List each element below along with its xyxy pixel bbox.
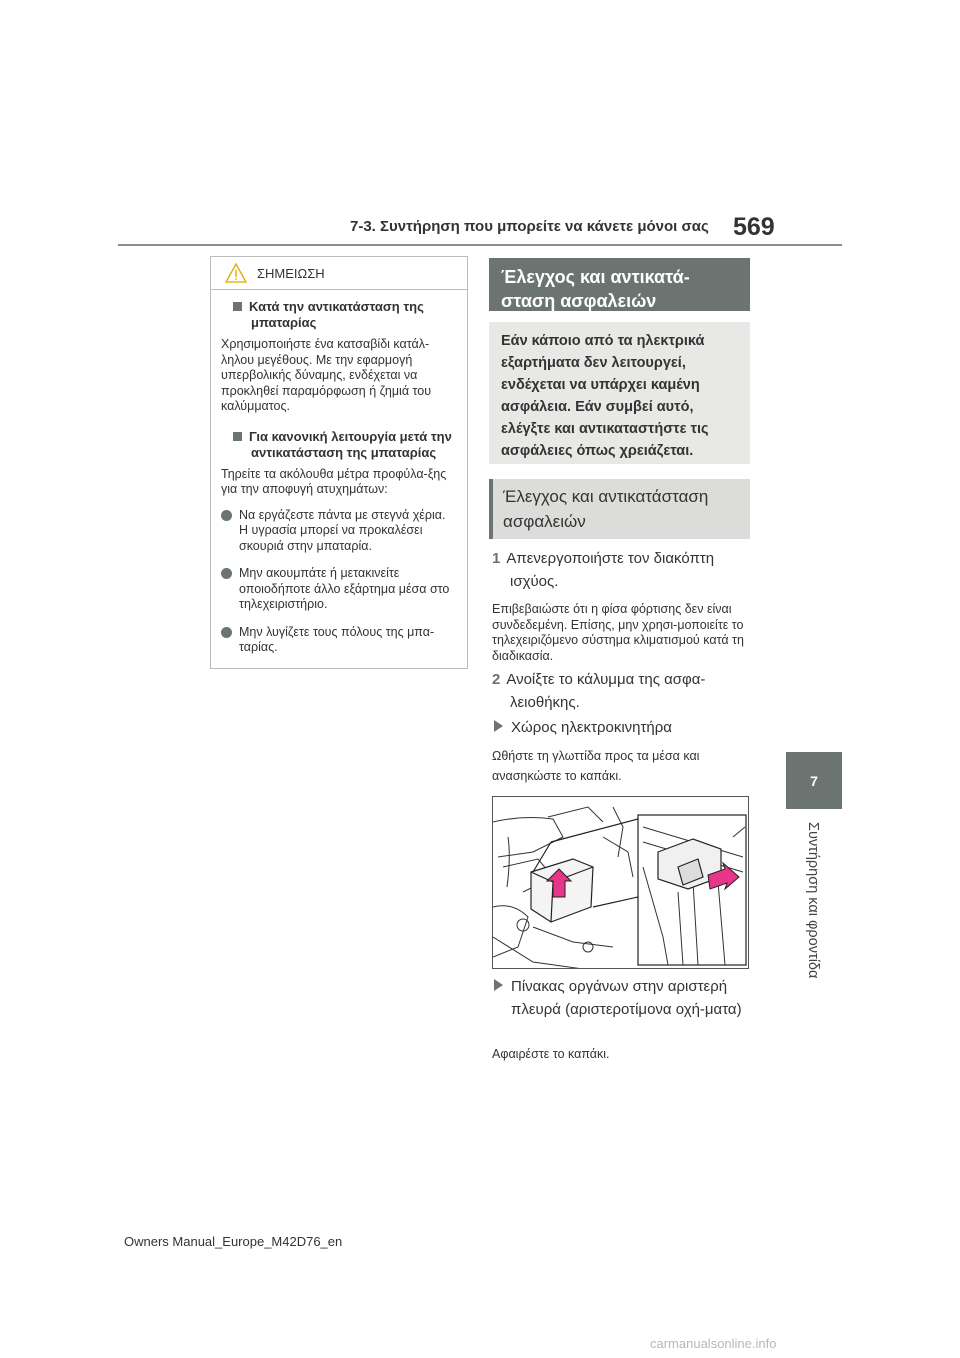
location-2-text: Αφαιρέστε το καπάκι. xyxy=(492,1047,610,1061)
note-section2-text: Τηρείτε τα ακόλουθα μέτρα προφύλα-ξης για την αποφυγή ατυχημάτων: xyxy=(221,466,447,496)
square-bullet-icon xyxy=(233,432,242,441)
bullet-dot-icon xyxy=(221,568,232,579)
triangle-marker-icon xyxy=(494,720,503,732)
note-bullet: Να εργάζεστε πάντα με στεγνά χέρια. Η υγρασία μπορεί να προκαλέσει σκουριά στην μπαταρία. xyxy=(221,508,457,555)
note-box xyxy=(210,256,468,669)
location-1-text: Ωθήστε τη γλωττίδα προς τα μέσα και ανασηκώστε το καπάκι. xyxy=(492,749,700,783)
warning-icon xyxy=(225,263,247,283)
note-bullet: Μην ακουμπάτε ή μετακινείτε οποιοδήποτε άλλο εξάρτημα μέσα στο τηλεχειριστήριο. xyxy=(221,566,457,613)
engine-compartment-drawing xyxy=(493,797,749,969)
note-bullet: Μην λυγίζετε τους πόλους της μπα-ταρίας. xyxy=(221,625,457,656)
section-title: 7-3. Συντήρηση που μπορείτε να κάνετε μόνοι σας xyxy=(350,218,709,235)
step-1: 1 Απενεργοποιήστε τον διακόπτη ισχύος. xyxy=(492,550,715,590)
watermark: carmanualsonline.info xyxy=(650,1336,777,1351)
section-banner: Έλεγχος και αντικατά-σταση ασφαλειών xyxy=(489,258,750,311)
page-number: 569 xyxy=(733,213,775,241)
note-section1-text: Χρησιμοποιήστε ένα κατσαβίδι κατάλ-ληλου μεγέθους. Με την εφαρμογή υπερβολικής δύναμης, ενδέχεται να προκληθεί παραμόρφωση ή ζημιά του καλύμματος. xyxy=(221,337,432,413)
bullet-dot-icon xyxy=(221,510,232,521)
footer-text: Owners Manual_Europe_M42D76_en xyxy=(124,1234,343,1249)
location-1-title: Χώρος ηλεκτροκινητήρα xyxy=(494,716,752,739)
header-divider xyxy=(118,244,842,246)
square-bullet-icon xyxy=(233,302,242,311)
chapter-tab: 7 xyxy=(786,752,842,809)
triangle-marker-icon xyxy=(494,979,503,991)
bullet-dot-icon xyxy=(221,627,232,638)
fuse-box-illustration xyxy=(492,796,749,969)
chapter-label: Συντήρηση και φροντίδα xyxy=(805,822,821,979)
step-1-note: Επιβεβαιώστε ότι η φίσα φόρτισης δεν είναι συνδεδεμένη. Επίσης, μην χρησι-μοποιείτε το τηλεχειριζόμενο σύστημα κλιματισμού κατά τη διαδικασία. xyxy=(492,602,744,663)
lead-paragraph: Εάν κάποιο από τα ηλεκτρικά εξαρτήματα δεν λειτουργεί, ενδέχεται να υπάρχει καμένη ασφάλεια. Εάν συμβεί αυτό, ελέγξτε και αντικαταστήστε τις ασφάλειες όπως χρειάζεται. xyxy=(489,322,750,464)
note-section1-title: Κατά την αντικατάσταση της μπαταρίας xyxy=(221,299,457,331)
note-section2-title: Για κανονική λειτουργία μετά την αντικατάσταση της μπαταρίας xyxy=(221,429,457,461)
location-2-title: Πίνακας οργάνων στην αριστερή πλευρά (αριστεροτίμονα οχή-ματα) xyxy=(494,975,767,1021)
note-heading: ΣΗΜΕΙΩΣΗ xyxy=(257,265,325,281)
note-header xyxy=(211,257,467,290)
subsection-title: Έλεγχος και αντικατάσταση ασφαλειών xyxy=(489,479,750,539)
step-2: 2 Ανοίξτε το κάλυμμα της ασφα-λειοθήκης. xyxy=(492,671,706,711)
